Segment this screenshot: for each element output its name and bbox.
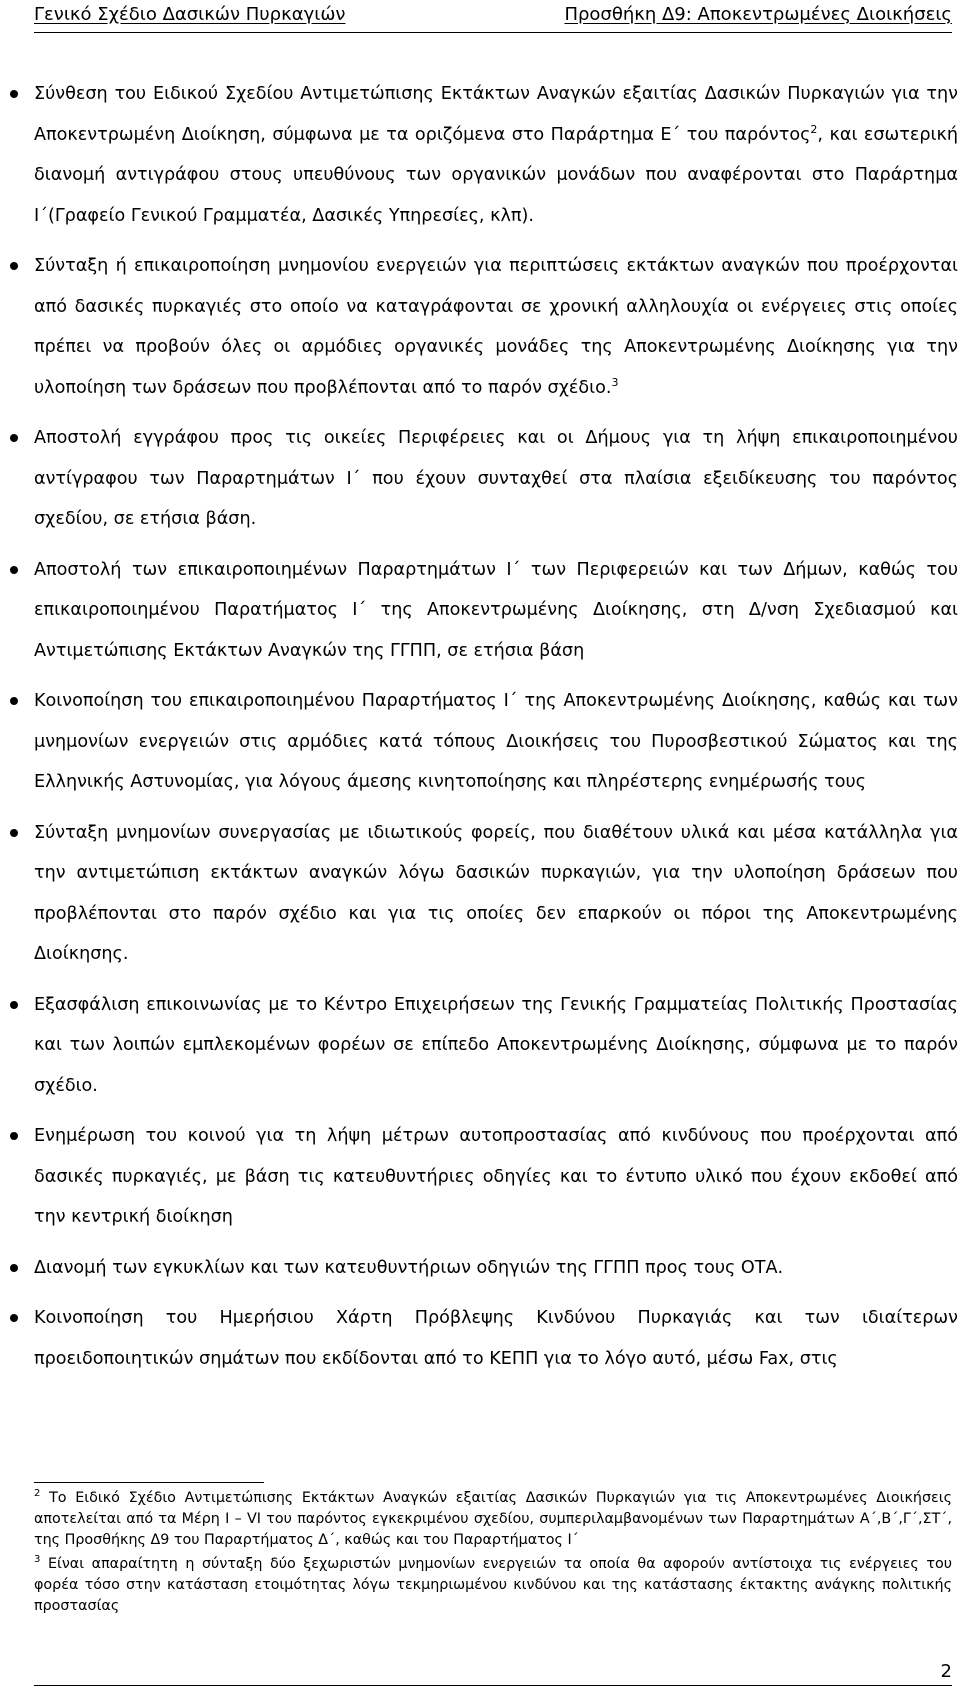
list-item	[10, 418, 958, 540]
list-item-text: Κοινοποίηση του Ημερήσιου Χάρτη Πρόβλεψης Κινδύνου Πυρκαγιάς και των ιδιαίτερων προειδοποιητικών σημάτων που εκδίδονται από το ΚΕΠΠ για το λόγο αυτό, μέσω Fax, στις	[34, 1308, 958, 1369]
bullet-icon	[10, 90, 18, 98]
bullet-icon	[10, 1132, 18, 1140]
list-item-text: Σύνταξη μνημονίων συνεργασίας με ιδιωτικούς φορείς, που διαθέτουν υλικά και μέσα κατάλληλα για την αντιμετώπιση εκτάκτων αναγκών λόγω δασικών πυρκαγιών, για την υλοποίηση δράσεων που προβλέπονται στο παρόν σχέδιο και για τις οποίες δεν επαρκούν οι πόροι της Αποκεντρωμένης Διοίκησης.	[34, 822, 958, 964]
footer-divider	[34, 1685, 952, 1686]
footnotes-section	[34, 1488, 952, 1619]
footnote-text: Είναι απαραίτητη η σύνταξη δύο ξεχωριστών μνημονίων ενεργειών τα οποία θα αφορούν αντίστοιχα τις ενέργειες του φορέα τόσο στην κατάσταση ετοιμότητας λόγω τεκμηριωμένου κινδύνου και της κατάστασης έκτακτης ανάγκης πολιτικής προστασίας	[34, 1555, 952, 1615]
footnote-mark: 3	[34, 1553, 41, 1565]
list-item	[10, 1116, 958, 1238]
list-item	[10, 681, 958, 803]
header-document-title: Γενικό Σχέδιο Δασικών Πυρκαγιών	[34, 4, 346, 25]
footnote-3	[34, 1554, 952, 1618]
bullet-icon	[10, 1264, 18, 1272]
footnote-reference[interactable]: 2	[810, 122, 818, 136]
page-number: 2	[940, 1661, 952, 1682]
list-item-text: Σύνθεση του Ειδικού Σχεδίου Αντιμετώπισης Εκτάκτων Αναγκών εξαιτίας Δασικών Πυρκαγιών για την Αποκεντρωμένη Διοίκηση, σύμφωνα με τα οριζόμενα στο Παράρτημα Ε΄ του παρόντος	[34, 84, 958, 145]
page-body	[10, 74, 958, 1389]
list-item	[10, 1298, 958, 1379]
bullet-icon	[10, 1314, 18, 1322]
action-bullet-list	[10, 74, 958, 1379]
footnote-2	[34, 1488, 952, 1552]
list-item	[10, 813, 958, 975]
list-item	[10, 74, 958, 236]
footnote-separator	[34, 1482, 264, 1483]
page-header	[34, 2, 952, 32]
bullet-icon	[10, 566, 18, 574]
bullet-icon	[10, 262, 18, 270]
list-item-text: Διανομή των εγκυκλίων και των κατευθυντήριων οδηγιών της ΓΓΠΠ προς τους ΟΤΑ.	[34, 1257, 784, 1278]
list-item-text: Ενημέρωση του κοινού για τη λήψη μέτρων αυτοπροστασίας από κινδύνους που προέρχονται από δασικές πυρκαγιές, με βάση τις κατευθυντήριες οδηγίες και το έντυπο υλικό που έχουν εκδοθεί από την κεντρική διοίκηση	[34, 1126, 958, 1227]
list-item	[10, 1248, 958, 1289]
bullet-icon	[10, 697, 18, 705]
list-item-text: Αποστολή των επικαιροποιημένων Παραρτημάτων Ι΄ των Περιφερειών και των Δήμων, καθώς του επικαιροποιημένου Παρατήματος Ι΄ της Αποκεντρωμένης Διοίκησης, στη Δ/νση Σχεδιασμού και Αντιμετώπισης Εκτάκτων Αναγκών της ΓΓΠΠ, σε ετήσια βάση	[34, 559, 958, 661]
list-item-text: Κοινοποίηση του επικαιροποιημένου Παραρτήματος Ι΄ της Αποκεντρωμένης Διοίκησης, καθώς και των μνημονίων ενεργειών στις αρμόδιες κατά τόπους Διοικήσεις του Πυροσβεστικού Σώματος και της Ελληνικής Αστυνομίας, για λόγους άμεσης κινητοποίησης και πληρέστερης ενημέρωσής τους	[34, 691, 958, 792]
list-item-text: Εξασφάλιση επικοινωνίας με το Κέντρο Επιχειρήσεων της Γενικής Γραμματείας Πολιτικής Προστασίας και των λοιπών εμπλεκομένων φορέων σε επίπεδο Αποκεντρωμένης Διοίκησης, σύμφωνα με το παρόν σχέδιο.	[34, 994, 958, 1096]
list-item-text: Αποστολή εγγράφου προς τις οικείες Περιφέρειες και οι Δήμους για τη λήψη επικαιροποιημένου αντίγραφου των Παραρτημάτων Ι΄ που έχουν συνταχθεί στα πλαίσια εξειδίκευσης του παρόντος σχεδίου, σε ετήσια βάση.	[34, 428, 958, 529]
list-item-text-continued: , και εσωτερική διανομή αντιγράφου στους υπευθύνους των οργανικών μονάδων που αναφέρονται στο Παράρτημα Ι΄(Γραφείο Γενικού Γραμματέα, Δασικές Υπηρεσίες, κλπ).	[34, 124, 958, 226]
bullet-icon	[10, 1001, 18, 1009]
list-item	[10, 246, 958, 408]
list-item	[10, 985, 958, 1107]
header-section-title: Προσθήκη Δ9: Αποκεντρωμένες Διοικήσεις	[564, 4, 952, 25]
bullet-icon	[10, 434, 18, 442]
footnote-mark: 2	[34, 1488, 41, 1500]
bullet-icon	[10, 829, 18, 837]
footnote-reference[interactable]: 3	[611, 375, 619, 389]
list-item-text: Σύνταξη ή επικαιροποίηση μνημονίου ενεργειών για περιπτώσεις εκτάκτων αναγκών που προέρχονται από δασικές πυρκαγιές στο οποίο να καταγράφονται σε χρονική αλληλουχία οι ενέργειες στις οποίες πρέπει να προβούν όλες οι αρμόδιες οργανικές μονάδες της Αποκεντρωμένης Διοίκησης για την υλοποίηση των δράσεων που προβλέπονται από το παρόν σχέδιο.	[34, 256, 958, 398]
header-divider	[34, 32, 952, 33]
footnote-text: Το Ειδικό Σχέδιο Αντιμετώπισης Εκτάκτων Αναγκών εξαιτίας Δασικών Πυρκαγιών για τις Αποκεντρωμένες Διοικήσεις αποτελείται από τα Μέρη Ι – VI του παρόντος εγκεκριμένου σχεδίου, συμπεριλαμβανομένων των Παραρτημάτων Α΄,Β΄,Γ΄,ΣΤ΄, της Προσθήκης Δ9 του Παραρτήματος Δ΄, καθώς και του Παραρτήματος Ι΄	[34, 1490, 952, 1549]
list-item	[10, 550, 958, 672]
